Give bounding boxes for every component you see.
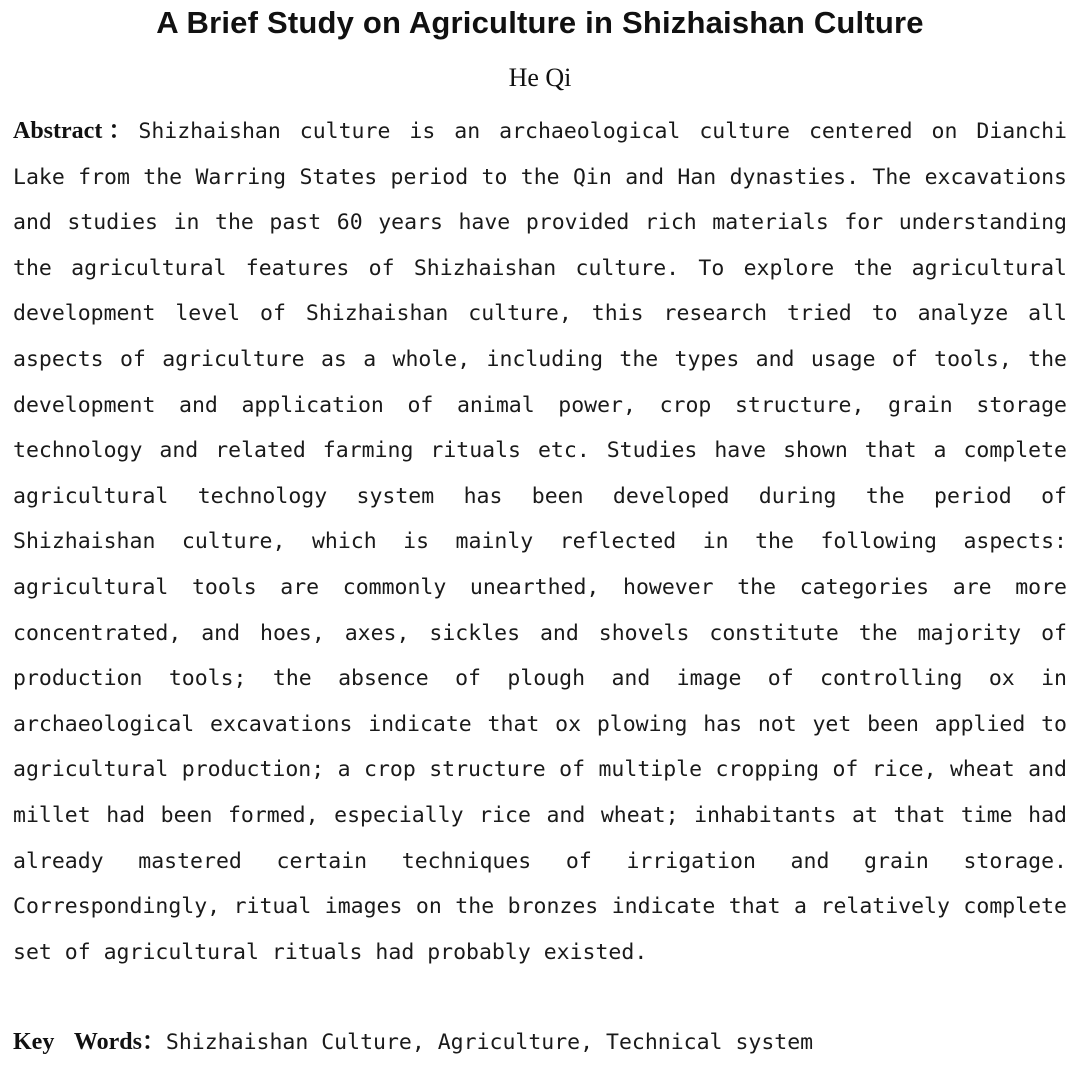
abstract-section	[13, 109, 1067, 975]
abstract-text: Shizhaishan culture is an archaeological culture centered on Dianchi Lake from the Warring States period to the Qin and Han dynasties. The excavations and studies in the past 60 years have provided rich materials for understanding the agricultural features of Shizhaishan culture. To explore the agricultural development level of Shizhaishan culture, this research tried to analyze all aspects of agriculture as a whole, including the types and usage of tools, the development and application of animal power, crop structure, grain storage technology and related farming rituals etc. Studies have shown that a complete agricultural technology system has been developed during the period of Shizhaishan culture, which is mainly reflected in the following aspects: agricultural tools are commonly unearthed, however the categories are more concentrated, and hoes, axes, sickles and shovels constitute the majority of production tools; the absence of plough and image of controlling ox in archaeological excavations indicate that ox plowing has not yet been applied to agricultural production; a crop structure of multiple cropping of rice, wheat and millet had been formed, especially rice and wheat; inhabitants at that time had already mastered certain techniques of irrigation and grain storage. Correspondingly, ritual images on the bronzes indicate that a relatively complete set of agricultural rituals had probably existed.	[13, 119, 1067, 965]
author-name: He Qi	[508, 63, 572, 92]
keywords-text: Shizhaishan Culture, Agriculture, Technical system	[165, 1030, 814, 1055]
abstract-label: Abstract：	[13, 118, 139, 144]
keywords-label: Key Words：	[13, 1029, 166, 1055]
paper-title: A Brief Study on Agriculture in Shizhaishan Culture	[156, 5, 924, 40]
keywords-section	[13, 1020, 1067, 1065]
